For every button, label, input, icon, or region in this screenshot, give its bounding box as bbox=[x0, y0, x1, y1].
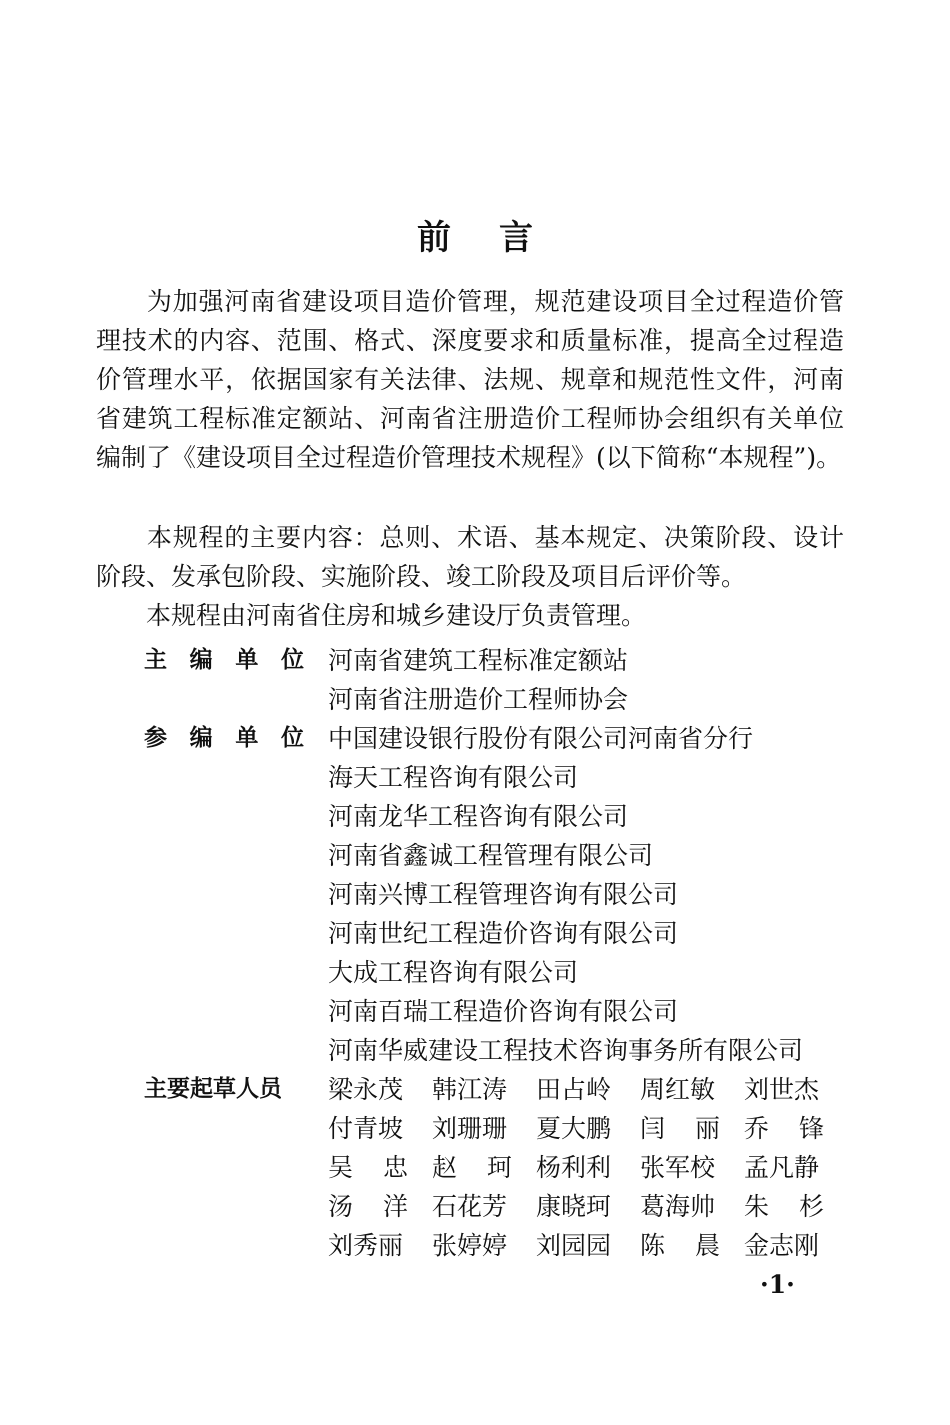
drafter-name: 张婷婷 bbox=[432, 1231, 508, 1260]
drafter-name: 葛海帅 bbox=[640, 1192, 716, 1221]
drafter-name: 孟凡静 bbox=[744, 1153, 820, 1182]
drafter-name: 金志刚 bbox=[744, 1231, 820, 1260]
drafter-name: 石花芳 bbox=[432, 1192, 508, 1221]
participating-unit: 河南百瑞工程造价咨询有限公司 bbox=[328, 997, 679, 1026]
participating-unit: 河南省鑫诚工程管理有限公司 bbox=[328, 841, 654, 870]
drafter-name: 付青坡 bbox=[328, 1114, 404, 1143]
preface-paragraph-1: 为加强河南省建设项目造价管理，规范建设项目全过程造价管理技术的内容、范围、格式、深度要求和质量标准，提高全过程造价管理水平，依据国家有关法律、法规、规章和规范性文件，河南省建筑工程标准定额站、河南省注册造价工程师协会组织有关单位编制了《建设项目全过程造价管理技术规程》(以下简称“本规程”)。 bbox=[96, 287, 844, 472]
drafter-name: 陈 晨 bbox=[640, 1231, 720, 1260]
page-title bbox=[0, 210, 950, 259]
title-char-1: 前 bbox=[417, 218, 451, 258]
drafter-name: 吴 忠 bbox=[328, 1153, 408, 1182]
drafter-name: 刘秀丽 bbox=[328, 1231, 404, 1260]
drafter-name: 韩江涛 bbox=[432, 1075, 508, 1104]
drafter-name: 汤 洋 bbox=[328, 1192, 408, 1221]
drafter-name: 闫 丽 bbox=[640, 1114, 720, 1143]
preface-paragraph-2: 本规程的主要内容：总则、术语、基本规定、决策阶段、设计阶段、发承包阶段、实施阶段、竣工阶段及项目后评价等。 bbox=[96, 523, 844, 591]
drafter-name: 赵 珂 bbox=[432, 1153, 512, 1182]
participating-unit: 河南兴博工程管理咨询有限公司 bbox=[328, 880, 679, 909]
drafter-name: 刘珊珊 bbox=[432, 1114, 508, 1143]
drafter-name: 刘世杰 bbox=[744, 1075, 820, 1104]
chief-units-label: 主 编 单 位 bbox=[144, 647, 304, 673]
participating-unit: 海天工程咨询有限公司 bbox=[328, 763, 579, 792]
preface-paragraph-3: 本规程由河南省住房和城乡建设厅负责管理。 bbox=[146, 601, 647, 630]
participating-units-label: 参 编 单 位 bbox=[144, 725, 304, 751]
chief-unit: 河南省注册造价工程师协会 bbox=[328, 685, 629, 714]
participating-unit: 中国建设银行股份有限公司河南省分行 bbox=[328, 724, 754, 753]
drafters-label: 主要起草人员 bbox=[144, 1076, 282, 1102]
drafter-name: 杨利利 bbox=[536, 1153, 612, 1182]
drafter-name: 张军校 bbox=[640, 1153, 716, 1182]
drafter-name: 朱 杉 bbox=[744, 1192, 824, 1221]
page-number: ·1· bbox=[760, 1270, 795, 1299]
drafter-name: 乔 锋 bbox=[744, 1114, 824, 1143]
participating-unit: 河南华威建设工程技术咨询事务所有限公司 bbox=[328, 1036, 804, 1065]
chief-unit: 河南省建筑工程标准定额站 bbox=[328, 646, 629, 675]
drafter-name: 刘园园 bbox=[536, 1231, 612, 1260]
drafter-name: 夏大鹏 bbox=[536, 1114, 612, 1143]
drafter-name: 田占岭 bbox=[536, 1075, 612, 1104]
participating-unit: 大成工程咨询有限公司 bbox=[328, 958, 579, 987]
drafter-name: 周红敏 bbox=[640, 1075, 716, 1104]
participating-unit: 河南世纪工程造价咨询有限公司 bbox=[328, 919, 679, 948]
participating-unit: 河南龙华工程咨询有限公司 bbox=[328, 802, 629, 831]
drafter-name: 梁永茂 bbox=[328, 1075, 404, 1104]
drafter-name: 康晓珂 bbox=[536, 1192, 612, 1221]
title-char-2: 言 bbox=[499, 218, 533, 258]
